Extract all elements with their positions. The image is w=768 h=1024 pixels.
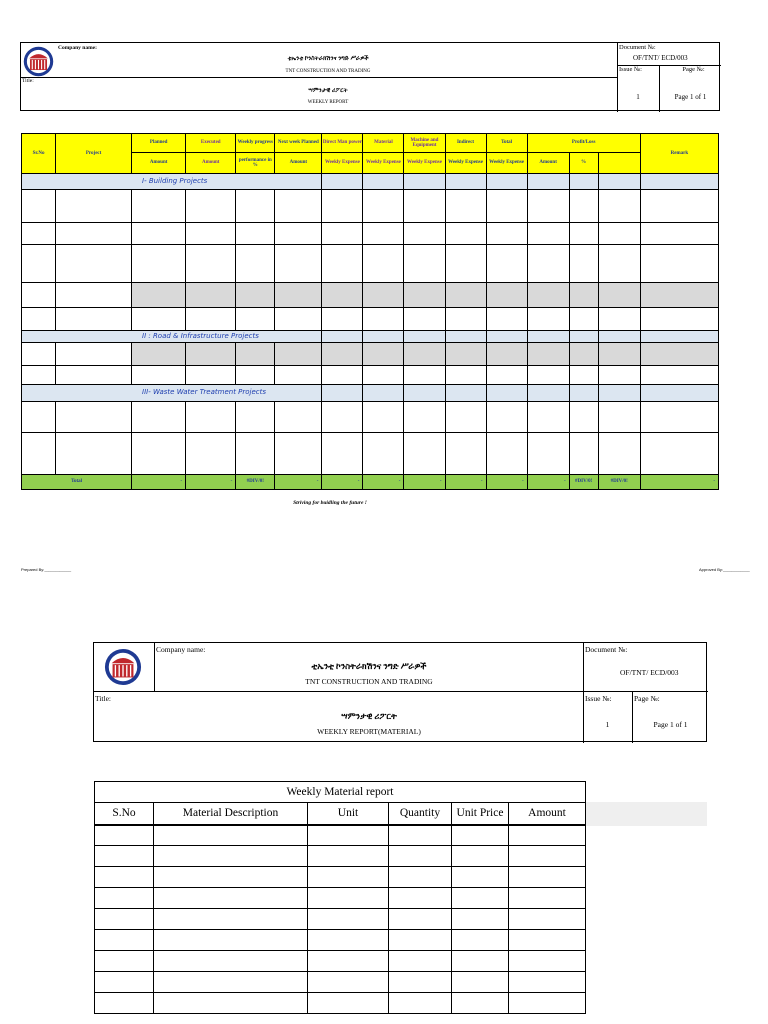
company-logo	[23, 46, 54, 77]
page-number-label: Page №:	[634, 694, 660, 703]
col-header-unit-price: Unit Price	[452, 803, 509, 825]
table-row	[95, 867, 586, 888]
table-header-row	[22, 134, 719, 153]
subheader-cell: Weekly Expense	[322, 153, 363, 174]
total-cell: -	[275, 475, 322, 490]
subheader-cell: Amount	[527, 153, 569, 174]
shaded-area	[585, 802, 707, 826]
company-name-english: TNT CONSTRUCTION AND TRADING	[285, 69, 371, 74]
subheader-cell: Weekly Expense	[486, 153, 527, 174]
subheader-cell: Amount	[132, 153, 186, 174]
total-cell: -	[486, 475, 527, 490]
table-row	[22, 245, 719, 283]
subheader-cell	[598, 153, 640, 174]
total-cell: -	[640, 475, 718, 490]
col-header-executed: Executed	[186, 134, 236, 153]
issue-number-label: Issue №:	[585, 694, 612, 703]
subheader-cell: Amount	[186, 153, 236, 174]
col-header-machine: Machine and Equipment	[404, 134, 445, 153]
table-row	[95, 888, 586, 909]
total-cell: -	[186, 475, 236, 490]
total-cell: -	[527, 475, 569, 490]
table-row	[95, 951, 586, 972]
company-name-amharic: ቲኤንቲ ኮንስትራክሽንና ንግድ ሥራዎች	[311, 661, 427, 671]
material-report-header	[93, 642, 707, 742]
prepared-by-field: Prepared By:____________	[21, 567, 72, 572]
col-header-next-week: Next week Planned	[275, 134, 322, 153]
section-row-waste-water	[22, 385, 719, 402]
approved-by-field: Approved By:____________	[699, 567, 750, 572]
table-row	[22, 343, 719, 366]
issue-number-value: 1	[605, 720, 610, 729]
total-cell: -	[445, 475, 486, 490]
col-header-remark: Remark	[640, 134, 718, 174]
page-number-value: Page 1 of 1	[653, 720, 688, 729]
section-title: III- Waste Water Treatment Projects	[22, 385, 322, 402]
company-motto: Striving for buidling the future !	[293, 500, 367, 506]
col-header-planned: Planned	[132, 134, 186, 153]
company-name-english: TNT CONSTRUCTION AND TRADING	[305, 677, 433, 686]
title-label: Title:	[95, 694, 111, 703]
subheader-cell: Amount	[275, 153, 322, 174]
material-title-row	[95, 782, 586, 803]
weekly-report-table	[21, 133, 719, 490]
material-report-table	[94, 781, 586, 1014]
table-row	[22, 283, 719, 308]
table-row	[95, 972, 586, 993]
subheader-cell: Weekly Expense	[404, 153, 445, 174]
section-title: II : Road & Infrastructure Projects	[22, 331, 322, 343]
company-name-amharic: ቲኤንቲ ኮንስትራክሽንና ንግድ ሥራዎች	[287, 56, 369, 62]
table-row	[95, 846, 586, 867]
total-row	[22, 475, 719, 490]
col-header-direct-man-power: Direct Man power	[322, 134, 363, 153]
subheader-cell: %	[569, 153, 598, 174]
col-header-total: Total	[486, 134, 527, 153]
total-cell: -	[132, 475, 186, 490]
total-label: Total	[22, 475, 132, 490]
total-cell: -	[322, 475, 363, 490]
total-cell: #DIV/0!	[598, 475, 640, 490]
col-header-weekly-progress: Weekly progress	[236, 134, 275, 153]
col-header-material-description: Material Description	[154, 803, 308, 825]
title-english: WEEKLY REPORT	[307, 100, 349, 105]
title-amharic: ሣምንታዊ ሪፖርት	[341, 711, 397, 721]
table-row	[22, 402, 719, 433]
col-header-unit: Unit	[308, 803, 389, 825]
total-cell: -	[363, 475, 404, 490]
col-header-quantity: Quantity	[389, 803, 452, 825]
table-row	[95, 909, 586, 930]
title-english: WEEKLY REPORT(MATERIAL)	[317, 727, 421, 736]
col-header-amount: Amount	[509, 803, 586, 825]
issue-number-label: Issue №:	[619, 66, 642, 73]
page-number-value: Page 1 of 1	[674, 93, 707, 101]
table-row	[22, 433, 719, 475]
company-name-label: Company name:	[58, 45, 97, 51]
col-header-profit-loss: Profit/Loss	[527, 134, 640, 153]
material-header-row	[95, 803, 586, 825]
subheader-cell: performance in %	[236, 153, 275, 174]
report-header	[20, 42, 720, 111]
col-header-material: Material	[363, 134, 404, 153]
total-cell: -	[404, 475, 445, 490]
section-row-building	[22, 174, 719, 190]
subheader-cell: Weekly Expense	[363, 153, 404, 174]
table-row	[22, 190, 719, 223]
section-title: I- Building Projects	[22, 174, 322, 190]
company-logo	[104, 648, 142, 686]
title-label: Title:	[22, 78, 34, 84]
document-number-value: OF/TNT/ ECD/003	[633, 54, 688, 62]
col-header-project: Project	[56, 134, 132, 174]
issue-number-value: 1	[636, 93, 640, 101]
section-row-road	[22, 331, 719, 343]
document-number-value: OF/TNT/ ECD/003	[620, 668, 679, 677]
title-amharic: ሣምንታዊ ሪፖርት	[308, 88, 348, 94]
col-header-sno: S.No	[95, 803, 154, 825]
table-row	[95, 930, 586, 951]
table-row	[22, 308, 719, 331]
page-number-label: Page №:	[682, 66, 705, 73]
document-number-label: Document №:	[585, 645, 628, 654]
table-row	[95, 825, 586, 846]
col-header-indirect: Indirect	[445, 134, 486, 153]
col-header-srno: Sr.No	[22, 134, 56, 174]
material-report-title: Weekly Material report	[95, 782, 586, 803]
document-number-label: Document №:	[619, 44, 656, 51]
company-name-label: Company name:	[156, 645, 206, 654]
table-row	[95, 993, 586, 1014]
subheader-cell: Weekly Expense	[445, 153, 486, 174]
total-cell: #DIV/0!	[236, 475, 275, 490]
table-row	[22, 366, 719, 385]
table-row	[22, 223, 719, 245]
total-cell: #DIV/0!	[569, 475, 598, 490]
